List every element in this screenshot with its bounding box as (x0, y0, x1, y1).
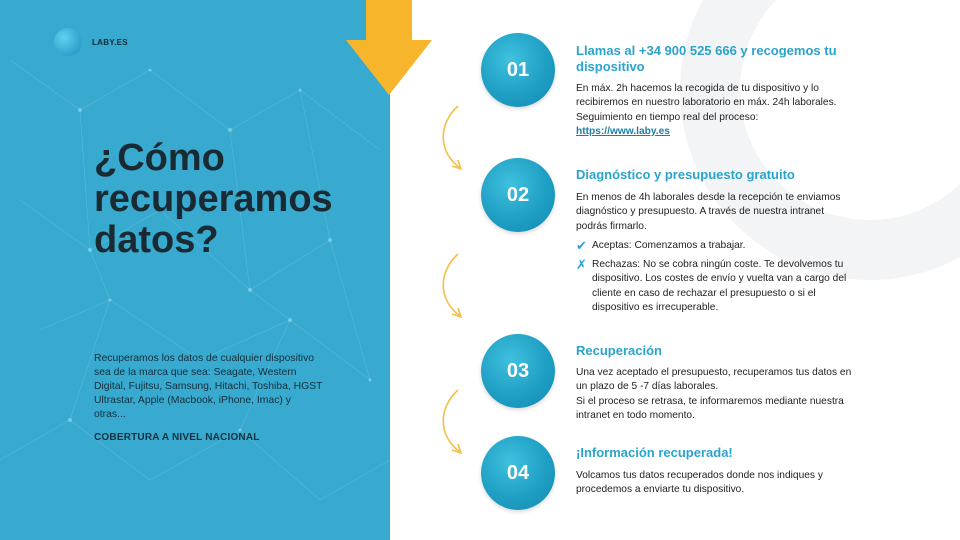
brand-logo[interactable] (54, 28, 128, 56)
accept-option (576, 239, 856, 253)
accept-text: Aceptas: Comenzamos a trabajar. (592, 240, 746, 251)
hero-panel (0, 0, 390, 540)
step-description (576, 366, 856, 423)
step-number-badge: 04 (481, 436, 555, 510)
tracking-link[interactable]: https://www.laby.es (576, 125, 670, 137)
curved-arrow-icon (436, 388, 476, 458)
step-number-badge: 03 (481, 334, 555, 408)
step-tracking-text: Seguimiento en tiempo real del proceso: (576, 111, 759, 123)
coverage-label: COBERTURA A NIVEL NACIONAL (94, 432, 260, 443)
curved-arrow-icon (436, 104, 476, 174)
step-body-text: Una vez aceptado el presupuesto, recuperamos tus datos en un plazo de 5 -7 días laborales. (576, 367, 852, 393)
arrow-down-icon (346, 0, 432, 95)
curved-arrow-icon (436, 252, 476, 322)
step-number-badge: 01 (481, 33, 555, 107)
step-title: Diagnóstico y presupuesto gratuito (576, 167, 795, 182)
reject-text: Rechazas: No se cobra ningún coste. Te devolvemos tu dispositivo. Los costes de envío y vuelta van a cargo del cliente en caso de rechazar el presupuesto o si el dispositivo es irrecuperable. (592, 259, 847, 313)
cross-icon: ✗ (576, 257, 587, 272)
step-description: Volcamos tus datos recuperados donde nos indiques y procedemos a enviarte tu dispositivo. (576, 470, 823, 496)
checkmark-icon: ✔ (576, 238, 587, 253)
step-description (576, 82, 856, 139)
step-title: ¡Información recuperada! (576, 445, 733, 460)
step-number-badge: 02 (481, 158, 555, 232)
step-title: Llamas al +34 900 525 666 y recogemos tu dispositivo (576, 43, 837, 74)
logo-mark-icon (54, 28, 82, 56)
brand-name: LABY.ES (92, 37, 128, 47)
step-extra-text: Si el proceso se retrasa, te informaremos mediante nuestra intranet en todo momento. (576, 395, 844, 421)
step-description: En menos de 4h laborales desde la recepción te enviamos diagnóstico y presupuesto. A través de nuestra intranet podrás firmarlo. (576, 192, 841, 232)
step-title: Recuperación (576, 343, 662, 358)
intro-text: Recuperamos los datos de cualquier dispositivo sea de la marca que sea: Seagate, Western Digital, Fujitsu, Samsung, Hitachi, Toshiba, HGST Ultrastar, Apple (Macbook, iPhone, Imac) y otras... (94, 353, 323, 420)
network-background-graphic (0, 0, 390, 540)
step-body-text: En máx. 2h hacemos la recogida de tu dispositivo y lo recibiremos en nuestro laboratorio en máx. 24h laborales. (576, 83, 837, 109)
page-title: ¿Cómo recuperamos datos? (94, 137, 333, 261)
reject-option (576, 258, 856, 315)
